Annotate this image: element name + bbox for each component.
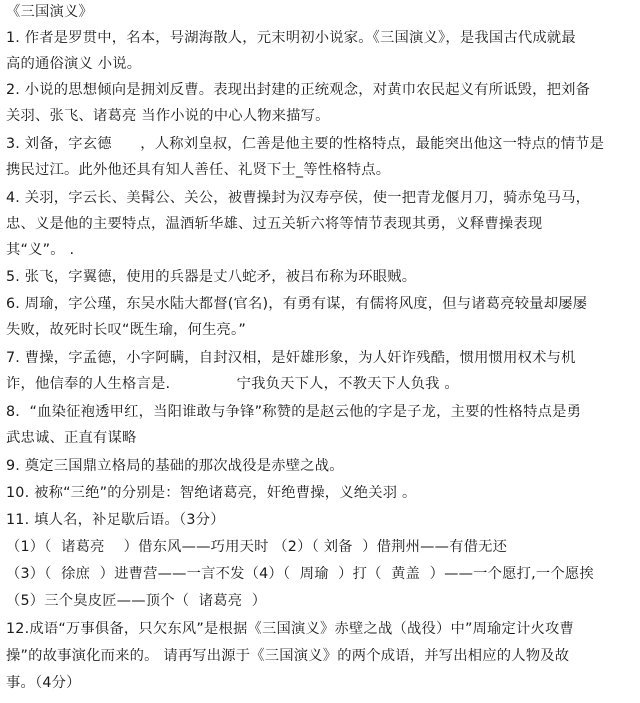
document-title: 《三国演义》 — [6, 4, 93, 20]
text-line-2: 高的通俗演义 小说。 — [6, 56, 142, 72]
text-line-1: 1. 作者是罗贯中，名本，号湖海散人，元末明初小说家。《三国演义》，是我国古代成就最 — [6, 30, 576, 46]
text-line-13: 7. 曹操，字孟德，小字阿瞒，自封汉相，是奸雄形象，为人奸诈残酷，惯用惯用权术与机 — [6, 350, 576, 366]
text-line-20: （1）（ 诸葛亮 ）借东风——巧用天时 （2）（ 刘备 ）借荆州——有借无还 — [6, 539, 508, 555]
text-line-24: 操”的故事演化而来的。 请再写出源于《三国演义》的两个成语，并写出相应的人物及故 — [6, 648, 570, 664]
text-line-17: 9. 奠定三国鼎立格局的基础的那次战役是赤壁之战。 — [6, 458, 344, 474]
text-line-14: 诈，他信奉的人生格言是. 宁我负天下人，不教天下人负我 。 — [6, 376, 459, 392]
text-line-18: 10. 被称“三绝”的分别是：智绝诸葛亮，奸绝曹操，义绝关羽 。 — [6, 485, 417, 501]
text-line-3: 2. 小说的思想倾向是拥刘反曹。表现出封建的正统观念，对黄巾农民起义有所诋毁，把刘备 — [6, 82, 591, 98]
text-line-16: 武忠诚、正直有谋略 — [6, 430, 137, 446]
text-line-22: （5）三个臭皮匠——顶个（ 诸葛亮 ） — [6, 593, 267, 609]
text-line-23: 12.成语“万事俱备，只欠东风”是根据《三国演义》赤壁之战（战役）中”周瑜定计火攻曹 — [6, 621, 575, 637]
text-line-25: 事。（4分） — [6, 675, 81, 691]
text-line-6: 携民过江。此外他还具有知人善任、礼贤下士_等性格特点。 — [6, 162, 391, 178]
text-line-7: 4. 关羽，字云长、美髯公、关公，被曹操封为汉寿亭侯，使一把青龙偃月刀，骑赤兔马马， — [6, 190, 591, 206]
text-line-9: 其“义”。 . — [6, 242, 75, 258]
text-line-11: 6. 周瑜，字公瑾，东吴水陆大都督(官名)，有勇有谋，有儒将风度，但与诸葛亮较量却屡屡 — [6, 296, 588, 312]
text-line-19: 11. 填人名，补足歇后语。（3分） — [6, 512, 225, 528]
text-line-15: 8. “血染征袍透甲红，当阳谁敢与争锋”称赞的是赵云他的字是子龙，主要的性格特点是勇 — [6, 404, 582, 420]
text-line-4: 关羽、张飞、诸葛亮 当作小说的中心人物来描写。 — [6, 108, 330, 124]
text-line-5: 3. 刘备，字玄德 ，人称刘皇叔，仁善是他主要的性格特点，最能突出他这一特点的情节是 — [6, 136, 605, 152]
text-line-8: 忠、义是他的主要特点，温酒斩华雄、过五关斩六将等情节表现其勇，义释曹操表现 — [6, 216, 543, 232]
text-line-21: （3）（ 徐庶 ）进曹营——一言不发（4）（ 周瑜 ）打（ 黄盖 ）——一个愿打,一个愿挨 — [6, 566, 594, 582]
text-line-10: 5. 张飞，字翼德，使用的兵器是丈八蛇矛，被吕布称为环眼贼。 — [6, 269, 417, 285]
text-line-12: 失败，故死时长叹“既生瑜，何生亮。” — [6, 322, 247, 338]
